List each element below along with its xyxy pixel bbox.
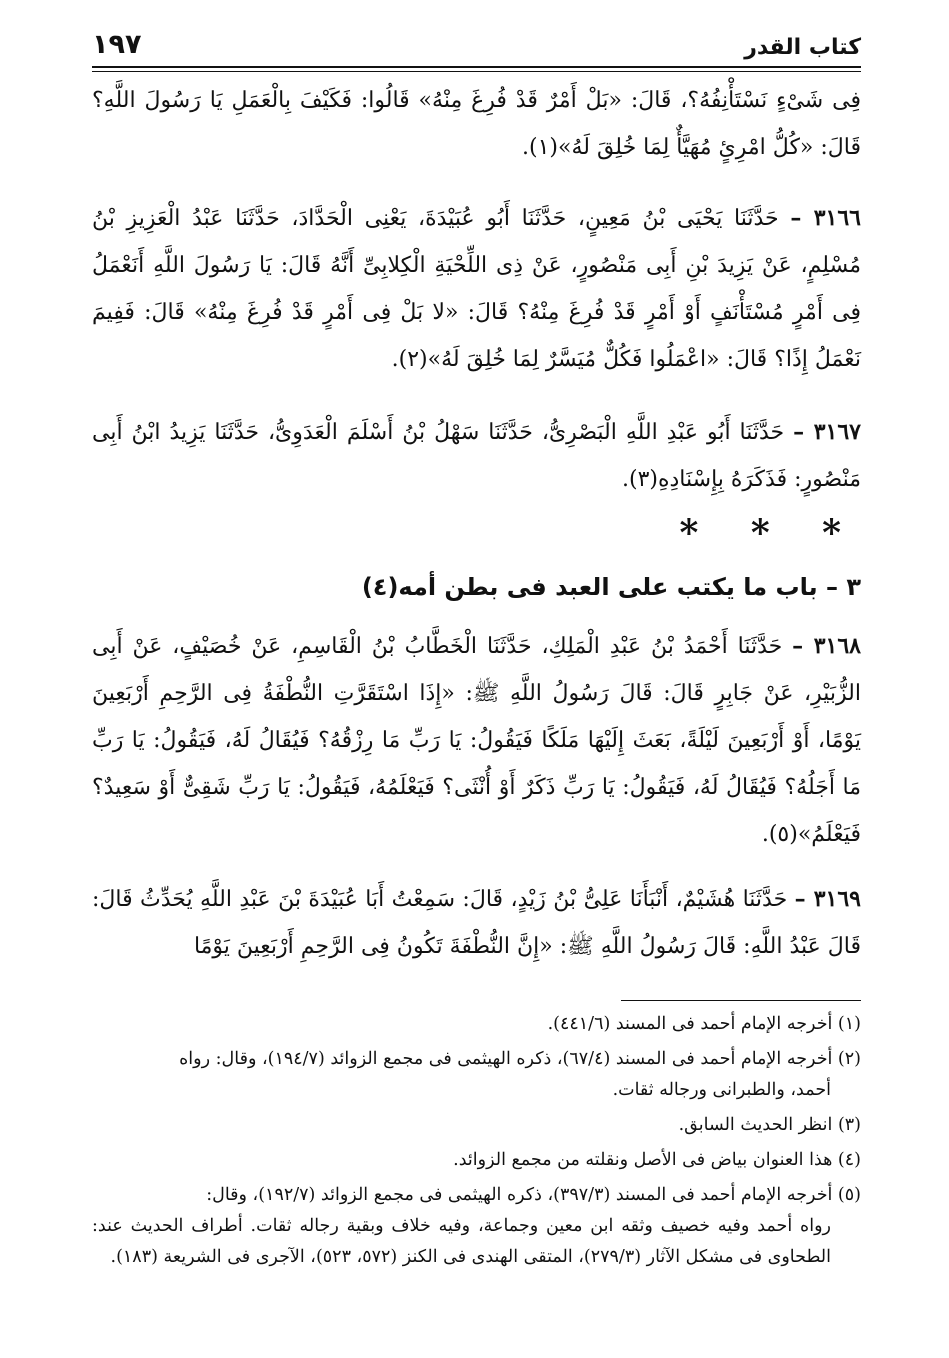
- main-text: [92, 77, 861, 970]
- page-number: ١٩٧: [92, 29, 142, 60]
- hadith-number: ٣١٦٦ –: [790, 205, 861, 231]
- hadith-text: حَدَّثَنَا يَحْيَى بْنُ مَعِينٍ، حَدَّثَنَا أَبُو عُبَيْدَةَ، يَعْنِى الْحَدَّادَ، حَدَّثَنَا عَبْدُ الْعَزِيزِ بْنُ مُسْلِمٍ، عَنْ يَزِيدَ بْنِ أَبِى مَنْصُورٍ، عَنْ ذِى اللِّحْيَةِ الْكِلابِىِّ أَنَّهُ قَالَ: يَا رَسُولَ اللَّهِ أَنَعْمَلُ فِى أَمْرٍ مُسْتَأْنَفٍ أَوْ أَمْرٍ قَدْ فُرِغَ مِنْهُ؟ قَالَ: «لا بَلْ فِى أَمْرٍ قَدْ فُرِغَ مِنْهُ» قَالَ: فَفِيمَ نَعْمَلُ إِذًا؟ قَالَ: «اعْمَلُوا فَكُلٌّ مُيَسَّرٌ لِمَا خُلِقَ لَهُ»(٢).: [92, 206, 861, 372]
- footnote-separator: [621, 1000, 861, 1001]
- footnote-2-line-1: (٢) أخرجه الإمام أحمد فى المسند (٦٧/٤)، ذكره الهيثمى فى مجمع الزوائد (١٩٤/٧)، وقال: رواه: [179, 1049, 861, 1069]
- footnote-5: [92, 1180, 861, 1273]
- footnote-3: (٣) انظر الحديث السابق.: [678, 1115, 861, 1135]
- hadith-number: ٣١٦٩ –: [794, 886, 861, 912]
- chapter-title: ٣ – باب ما يكتب على العبد فى بطن أمه(٤): [361, 573, 861, 601]
- header-rule-thick: [92, 66, 861, 68]
- footnote-2: [92, 1044, 861, 1106]
- hadith-number: ٣١٦٧ –: [793, 419, 861, 445]
- footnote-5-continuation: رواه أحمد وفيه خصيف وثقه ابن معين وجماعة، وفيه خلاف وبقية رجاله ثقات. أطراف الحديث عند: الطحاوى فى مشكل الآثار (٢٧٩/٣)، المتقى الهندى فى الكنز (٥٧٢، ٥٢٣)، الآجرى فى الشريعة (١٨٣).: [92, 1216, 831, 1267]
- hadith-text: حَدَّثَنَا أَحْمَدُ بْنُ عَبْدِ الْمَلِكِ، حَدَّثَنَا الْخَطَّابُ بْنُ الْقَاسِمِ، عَنْ خُصَيْفٍ، عَنْ أَبِى الزُّبَيْرِ، عَنْ جَابِرٍ قَالَ: قَالَ رَسُولُ اللَّهِ ﷺ: «إِذَا اسْتَقَرَّتِ النُّطْفَةُ فِى الرَّحِمِ أَرْبَعِينَ يَوْمًا، أَوْ أَرْبَعِينَ لَيْلَةً، بَعَثَ إِلَيْهَا مَلَكًا فَيَقُولُ: يَا رَبِّ مَا رِزْقُهُ؟ فَيُقَالُ لَهُ، فَيَقُولُ: يَا رَبِّ مَا أَجَلُهُ؟ فَيُقَالُ لَهُ، فَيَقُولُ: يَا رَبِّ ذَكَرٌ أَوْ أُنْثَى؟ فَيَعْلَمُهُ، فَيَقُولُ: يَا رَبِّ شَقِىٌّ أَوْ سَعِيدٌ؟ فَيَعْلَمُ»(٥).: [92, 634, 861, 847]
- hadith-number: ٣١٦٨ –: [792, 633, 861, 659]
- hadith-text: حَدَّثَنَا هُشَيْمٌ، أَنْبَأَنَا عَلِىُّ بْنُ زَيْدٍ، قَالَ: سَمِعْتُ أَبَا عُبَيْدَةَ بْنَ عَبْدِ اللَّهِ يُحَدِّثُ قَالَ: قَالَ عَبْدُ اللَّهِ: قَالَ رَسُولُ اللَّهِ ﷺ: «إِنَّ النُّطْفَةَ تَكُونُ فِى الرَّحِمِ أَرْبَعِينَ يَوْمًا: [92, 887, 861, 959]
- header-rule-thin: [92, 71, 861, 72]
- paragraph-continuation: فِى شَىْءٍ نَسْتَأْنِفُهُ؟، قَالَ: «بَلْ أَمْرٌ قَدْ فُرِغَ مِنْهُ» قَالُوا: فَكَيْفَ بِالْعَمَلِ يَا رَسُولَ اللَّهِ؟ قَالَ: «كُلُّ امْرِئٍ مُهَيَّأٌ لِمَا خُلِقَ لَهُ»(١).: [92, 88, 861, 160]
- page-header: [92, 20, 861, 60]
- footnote-2-line-2: أحمد، والطبرانى ورجاله ثقات.: [612, 1080, 831, 1100]
- hadith-text: حَدَّثَنَا أَبُو عَبْدِ اللَّهِ الْبَصْرِىُّ، حَدَّثَنَا سَهْلُ بْنُ أَسْلَمَ الْعَدَوِىُّ، حَدَّثَنَا يَزِيدُ ابْنُ أَبِى مَنْصُورٍ: فَذَكَرَهُ بِإِسْنَادِهِ(٣).: [92, 420, 861, 492]
- hadith-3166: [92, 195, 861, 383]
- hadith-3167: [92, 409, 861, 503]
- section-divider-stars: * * *: [679, 512, 861, 554]
- footnote-1: (١) أخرجه الإمام أحمد فى المسند (٤٤١/٦).: [547, 1014, 861, 1034]
- hadith-3168: [92, 623, 861, 858]
- footnotes: [92, 1009, 861, 1273]
- book-title: كتاب القدر: [744, 35, 861, 60]
- hadith-3169: [92, 876, 861, 970]
- footnote-4: (٤) هذا العنوان بياض فى الأصل ونقلته من مجمع الزوائد.: [453, 1150, 861, 1170]
- footnote-5-line-1: (٥) أخرجه الإمام أحمد فى المسند (٣٩٧/٣)، ذكره الهيثمى فى مجمع الزوائد (١٩٢/٧)، وقال:: [206, 1185, 861, 1205]
